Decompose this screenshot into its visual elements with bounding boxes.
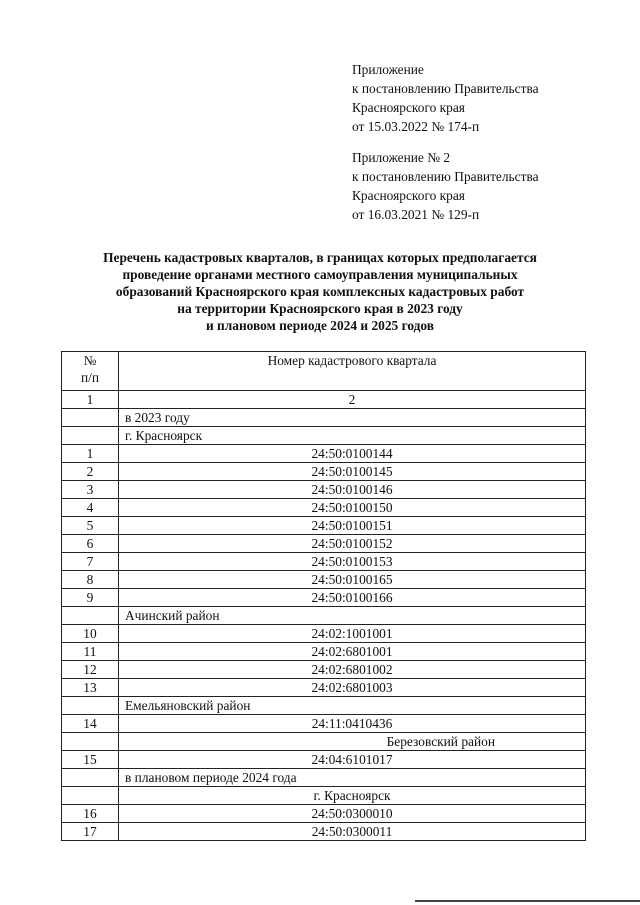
cadastral-code: 24:50:0100151 [119,517,586,535]
cadastral-code: 24:50:0100166 [119,589,586,607]
appendix-1-line-3: Красноярского края [352,100,465,115]
table-body [62,409,586,841]
table-row [62,625,586,643]
group-number-cell [62,427,119,445]
table-row [62,481,586,499]
group-label: в плановом периоде 2024 года [119,769,586,787]
appendix-2-line-4: от 16.03.2021 № 129-п [352,207,480,222]
appendix-block-2 [352,148,539,224]
title-line-5: и плановом периоде 2024 и 2025 годов [205,318,435,333]
table-row [62,661,586,679]
group-row [62,427,586,445]
appendix-1-line-1: Приложение [352,62,424,77]
appendix-2-line-1: Приложение № 2 [352,150,451,165]
table-row [62,499,586,517]
group-row [62,697,586,715]
header-number-column [62,352,119,391]
table-row [62,823,586,841]
row-number: 14 [62,715,119,733]
group-row [62,769,586,787]
group-number-cell [62,733,119,751]
row-number: 5 [62,517,119,535]
table-row [62,517,586,535]
cadastral-code: 24:02:6801002 [119,661,586,679]
row-number: 10 [62,625,119,643]
cadastral-code: 24:50:0100146 [119,481,586,499]
cadastral-code: 24:50:0300011 [119,823,586,841]
row-number: 1 [62,445,119,463]
column-index-row [62,391,586,409]
table-row [62,445,586,463]
header-code-column: Номер кадастрового квартала [119,352,586,391]
cadastral-code: 24:50:0100165 [119,571,586,589]
row-number: 16 [62,805,119,823]
table-row [62,643,586,661]
table-row [62,805,586,823]
row-number: 3 [62,481,119,499]
row-number: 2 [62,463,119,481]
group-label: Ачинский район [119,607,586,625]
row-number: 6 [62,535,119,553]
title-line-1: Перечень кадастровых кварталов, в границах которых предполагается [103,250,537,265]
cadastral-code: 24:50:0100150 [119,499,586,517]
group-number-cell [62,409,119,427]
table-row [62,463,586,481]
title-line-3: образований Красноярского края комплексных кадастровых работ [115,284,525,299]
bottom-divider [415,900,640,902]
table-row [62,535,586,553]
group-label: в 2023 году [119,409,586,427]
row-number: 4 [62,499,119,517]
appendix-1-line-4: от 15.03.2022 № 174-п [352,119,480,134]
appendix-1-line-2: к постановлению Правительства [352,81,539,96]
appendix-2-line-2: к постановлению Правительства [352,169,539,184]
table-row [62,715,586,733]
row-number: 12 [62,661,119,679]
title-line-2: проведение органами местного самоуправления муниципальных [122,267,518,282]
cadastral-code: 24:50:0100144 [119,445,586,463]
cadastral-code: 24:50:0100152 [119,535,586,553]
group-number-cell [62,769,119,787]
appendix-block-1 [352,60,539,136]
cadastral-code: 24:04:6101017 [119,751,586,769]
cadastral-code: 24:02:1001001 [119,625,586,643]
group-label: г. Красноярск [119,427,586,445]
group-row [62,733,586,751]
table-row [62,589,586,607]
table-row [62,679,586,697]
table-row [62,571,586,589]
group-number-cell [62,697,119,715]
group-label: г. Красноярск [119,787,586,805]
group-label: Березовский район [119,733,586,751]
row-number: 13 [62,679,119,697]
group-label: Емельяновский район [119,697,586,715]
group-number-cell [62,607,119,625]
header-number-line-1: № [83,353,97,368]
row-number: 9 [62,589,119,607]
header-number-line-2: п/п [80,370,100,385]
row-number: 11 [62,643,119,661]
cadastral-code: 24:11:0410436 [119,715,586,733]
cadastral-code: 24:02:6801001 [119,643,586,661]
group-row [62,787,586,805]
document-title [40,249,600,334]
cadastral-code: 24:50:0100153 [119,553,586,571]
title-line-4: на территории Красноярского края в 2023 году [177,301,463,316]
row-number: 15 [62,751,119,769]
cadastral-code: 24:50:0100145 [119,463,586,481]
cadastral-code: 24:02:6801003 [119,679,586,697]
column-index-2: 2 [119,391,586,409]
row-number: 17 [62,823,119,841]
column-index-1: 1 [62,391,119,409]
table-row [62,553,586,571]
cadastral-table [61,351,586,841]
row-number: 7 [62,553,119,571]
group-row [62,409,586,427]
cadastral-code: 24:50:0300010 [119,805,586,823]
table-header-row [62,352,586,391]
group-row [62,607,586,625]
row-number: 8 [62,571,119,589]
appendix-2-line-3: Красноярского края [352,188,465,203]
table-row [62,751,586,769]
group-number-cell [62,787,119,805]
